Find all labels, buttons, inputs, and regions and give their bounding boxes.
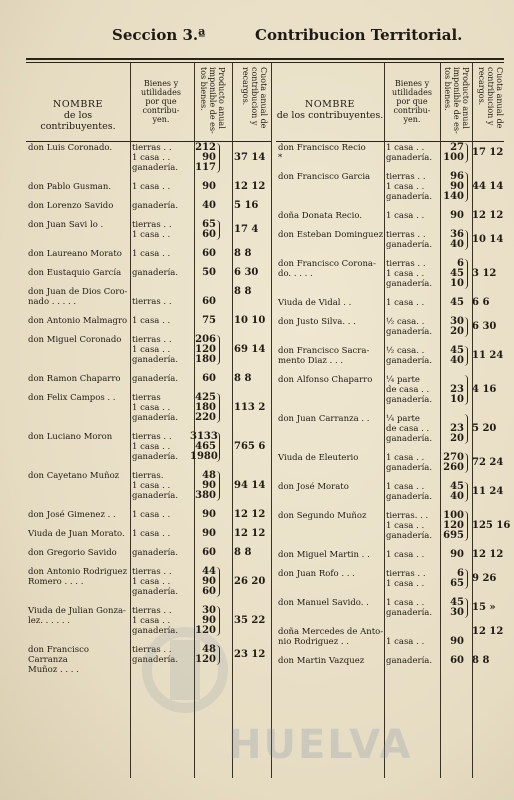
table-row: [276, 298, 504, 308]
table-row: [26, 220, 271, 240]
header-producto: Producto anual imponible de es- tos bienes.: [443, 67, 470, 134]
asset-type: 1 casa . .: [386, 598, 425, 608]
table-row: [26, 432, 271, 462]
asset-type: ganadería.: [386, 608, 433, 618]
annual-product: 1980: [190, 451, 218, 462]
annual-product: 120: [195, 344, 216, 355]
contributor-name: don Francisco Sacra- mento Diaz . . .: [278, 346, 370, 366]
contributor-name: don Juan Rofo . . .: [278, 569, 355, 579]
header-name-sub: de los contribuyentes.: [276, 110, 384, 121]
table-row: [26, 316, 271, 326]
contributor-name: don Juan de Dios Coro- nado . . . . .: [28, 287, 128, 307]
table-row: [276, 230, 504, 250]
grouping-brace: [464, 143, 468, 163]
table-row: [26, 510, 271, 520]
annual-product: 30: [450, 607, 464, 618]
annual-quota: 12 12: [234, 509, 266, 520]
contributor-name: don Francisco Corona- do. . . . .: [278, 259, 376, 279]
contributor-name: don Miguel Coronado: [28, 335, 122, 345]
table-row: [276, 317, 504, 337]
asset-type: ganadería.: [386, 240, 433, 250]
annual-quota: 8 8: [472, 655, 490, 666]
contributor-name: don Luis Coronado.: [28, 143, 113, 153]
annual-product: 120: [443, 520, 464, 531]
header-rule: [26, 58, 504, 60]
asset-type: ganadería.: [386, 492, 433, 502]
asset-type: tierras . .: [132, 432, 172, 442]
asset-type: 1 casa . .: [386, 298, 425, 308]
annual-product: 212: [195, 142, 216, 153]
annual-quota: 44 14: [472, 181, 504, 192]
annual-product: 60: [202, 547, 216, 558]
annual-product: 180: [195, 402, 216, 413]
table-row: [26, 143, 271, 173]
contributor-name: don Francisco Carranza Muñoz . . . .: [28, 645, 89, 675]
table-row: [26, 393, 271, 423]
annual-product: 60: [450, 655, 464, 666]
grouping-brace: [216, 606, 220, 636]
contributor-name: don Juan Carranza . .: [278, 414, 370, 424]
grouping-brace: [216, 432, 220, 462]
contributor-name: Viuda de Julian Gonza- lez. . . . . .: [28, 606, 126, 626]
annual-product: 90: [450, 549, 464, 560]
asset-type: 1 casa . .: [132, 529, 171, 539]
grouping-brace: [464, 569, 468, 589]
grouping-brace: [464, 375, 468, 405]
annual-product: 23: [450, 423, 464, 434]
asset-type: ganadería.: [386, 279, 433, 289]
table-row: [276, 259, 504, 289]
asset-type: 1 casa . .: [132, 316, 171, 326]
annual-quota: 23 12: [234, 649, 266, 660]
annual-product: 30: [202, 605, 216, 616]
contributor-name: don Eustaquio García: [28, 268, 122, 278]
annual-product: 45: [450, 345, 464, 356]
annual-product: 44: [202, 566, 216, 577]
table-row: [26, 249, 271, 259]
annual-product: 695: [443, 530, 464, 541]
annual-product: 3133: [190, 431, 218, 442]
annual-product: 60: [202, 229, 216, 240]
annual-product: 60: [202, 373, 216, 384]
header-bienes: Bienes y utilidades por que contribu- yen.: [141, 79, 181, 124]
annual-product: 120: [195, 654, 216, 665]
annual-product: 50: [202, 267, 216, 278]
table-row: [276, 510, 511, 541]
grouping-brace: [216, 645, 220, 665]
asset-type: 1 casa . .: [386, 143, 425, 153]
asset-type: tierras: [132, 393, 161, 403]
contributor-name: doña Donata Recio.: [278, 211, 363, 221]
contributor-name: doña Mercedes de Anto- nio Rodriguez . .: [278, 627, 384, 647]
annual-product: 90: [202, 528, 216, 539]
annual-quota: 8 8: [234, 547, 252, 558]
header-name-title: NOMBRE: [53, 99, 103, 110]
annual-quota: 10 14: [472, 234, 504, 245]
annual-product: 20: [450, 326, 464, 337]
asset-type: ganadería.: [132, 587, 179, 597]
annual-quota: 12 12: [472, 626, 504, 637]
grouping-brace: [464, 172, 468, 202]
contributor-name: Viuda de Juan Morato.: [28, 529, 125, 539]
table-row: [26, 567, 271, 597]
annual-product: 60: [202, 248, 216, 259]
annual-product: 65: [450, 578, 464, 589]
asset-type: tierras . .: [386, 172, 426, 182]
annual-quota: 5 20: [472, 423, 497, 434]
table-row: [276, 656, 504, 666]
annual-product: 48: [202, 470, 216, 481]
annual-product: 120: [195, 625, 216, 636]
grouping-brace: [464, 230, 468, 250]
annual-quota: 9 26: [472, 573, 497, 584]
annual-quota: 8 8: [234, 286, 252, 297]
grouping-brace: [464, 453, 468, 473]
annual-product: 23: [450, 384, 464, 395]
header-bienes: Bienes y utilidades por que contribu- yen.: [392, 79, 432, 124]
asset-type: 1 casa . .: [386, 482, 425, 492]
annual-product: 100: [443, 510, 464, 521]
asset-type: tierras . .: [132, 143, 172, 153]
annual-quota: 8 8: [234, 248, 252, 259]
table-row: [26, 529, 271, 539]
asset-type: tierras . .: [132, 335, 172, 345]
asset-type: ganadería.: [386, 463, 433, 473]
contributor-name: Viuda de Eleuterio: [278, 453, 359, 463]
contributor-name: don Francisco Recio *: [278, 143, 366, 163]
asset-type: ½ casa. .: [386, 317, 425, 327]
asset-type: 1 casa . .: [132, 345, 171, 355]
contributor-name: don Felix Campos . .: [28, 393, 116, 403]
asset-type: 1 casa . .: [386, 453, 425, 463]
asset-type: 1 casa . .: [132, 249, 171, 259]
annual-product: 6: [457, 258, 464, 269]
annual-product: 206: [195, 334, 216, 345]
asset-type: tierras . .: [386, 230, 426, 240]
annual-quota: 3 12: [472, 268, 497, 279]
grouping-brace: [216, 220, 220, 240]
contributor-name: don Alfonso Chaparro: [278, 375, 373, 385]
asset-type: ganadería.: [386, 356, 433, 366]
grouping-brace: [464, 346, 468, 366]
asset-type: ganadería.: [386, 192, 433, 202]
annual-quota: 15 »: [472, 602, 496, 613]
asset-type: ganadería.: [132, 655, 179, 665]
header-name: [276, 99, 384, 121]
annual-quota: 8 8: [234, 373, 252, 384]
asset-type: 1 casa . .: [386, 637, 425, 647]
asset-type: ganadería.: [132, 201, 179, 211]
watermark-text: HUELVA: [228, 722, 413, 768]
asset-type: tierras.: [132, 471, 164, 481]
annual-product: 10: [450, 394, 464, 405]
grouping-brace: [464, 259, 468, 289]
grouping-brace: [464, 511, 468, 541]
asset-type: ¼ parte: [386, 414, 420, 424]
asset-type: 1 casa . .: [132, 510, 171, 520]
annual-quota: 12 12: [234, 181, 266, 192]
asset-type: ganadería.: [386, 327, 433, 337]
asset-type: ganadería.: [132, 491, 179, 501]
annual-product: 45: [450, 597, 464, 608]
contributor-name: Viuda de Vidal . .: [278, 298, 352, 308]
table-row: [26, 182, 271, 192]
grouping-brace: [216, 471, 220, 501]
asset-type: ganadería.: [386, 531, 433, 541]
annual-product: 10: [450, 278, 464, 289]
table-row: [276, 598, 504, 618]
annual-product: 180: [195, 354, 216, 365]
annual-product: 90: [202, 615, 216, 626]
asset-type: ½ casa. .: [386, 346, 425, 356]
asset-type: 1 casa . .: [386, 269, 425, 279]
asset-type: ganadería.: [132, 452, 179, 462]
column-divider: [271, 63, 272, 778]
contributor-name: don Pablo Gusman.: [28, 182, 112, 192]
annual-quota: 11 24: [472, 350, 504, 361]
contributor-name: don Lorenzo Savido: [28, 201, 114, 211]
table-row: [26, 335, 271, 365]
page-header: [0, 26, 514, 50]
table-row: [276, 211, 504, 221]
asset-type: tierras. . .: [386, 511, 429, 521]
contributor-name: don Francisco Garcia: [278, 172, 371, 182]
header-name-sub: de los contribuyentes.: [40, 110, 116, 132]
annual-product: 6: [457, 568, 464, 579]
header-name: [26, 99, 130, 132]
annual-product: 425: [195, 392, 216, 403]
annual-product: 36: [450, 229, 464, 240]
contributor-name: don Juan Savi lo .: [28, 220, 104, 230]
annual-product: 90: [450, 210, 464, 221]
annual-product: 140: [443, 191, 464, 202]
table-row: [26, 606, 271, 636]
contributor-name: don Antonio Rodriguez Romero . . . .: [28, 567, 128, 587]
asset-type: tierras . .: [132, 567, 172, 577]
asset-type: 1 casa . .: [132, 577, 171, 587]
header-producto: Producto anual imponible de es- tos bienes.: [199, 67, 226, 134]
asset-type: 1 casa . .: [386, 521, 425, 531]
contributor-name: don Luciano Moron: [28, 432, 113, 442]
asset-type: ¼ parte: [386, 375, 420, 385]
annual-product: 45: [450, 297, 464, 308]
annual-quota: 26 20: [234, 576, 266, 587]
annual-product: 40: [450, 355, 464, 366]
asset-type: ganadería.: [132, 413, 179, 423]
asset-type: tierras . .: [132, 645, 172, 655]
asset-type: 1 casa . .: [132, 481, 171, 491]
annual-product: 60: [202, 296, 216, 307]
annual-quota: 17 12: [472, 147, 504, 158]
annual-quota: 125 16: [472, 520, 511, 531]
contributor-name: don Manuel Savido. .: [278, 598, 369, 608]
table-row: [276, 375, 504, 405]
contributor-name: don Cayetano Muñoz: [28, 471, 120, 481]
table-row: [276, 453, 504, 473]
annual-product: 48: [202, 644, 216, 655]
annual-quota: 72 24: [472, 457, 504, 468]
annual-product: 60: [202, 586, 216, 597]
header-cuota: Cuota anual de contribucion y recargos.: [477, 67, 504, 129]
annual-product: 40: [450, 239, 464, 250]
annual-product: 40: [450, 491, 464, 502]
annual-product: 30: [450, 316, 464, 327]
annual-quota: 12 12: [472, 210, 504, 221]
asset-type: tierras . .: [132, 297, 172, 307]
asset-type: ganadería.: [132, 355, 179, 365]
asset-type: 1 casa . .: [132, 153, 171, 163]
annual-quota: 11 24: [472, 486, 504, 497]
table-row: [26, 287, 271, 307]
annual-quota: 5 16: [234, 200, 259, 211]
annual-quota: 113 2: [234, 402, 266, 413]
grouping-brace: [464, 482, 468, 502]
annual-quota: 6 30: [472, 321, 497, 332]
table-row: [26, 644, 271, 675]
table-row: [276, 346, 504, 366]
table-row: [26, 471, 271, 501]
table-header: [26, 63, 271, 142]
asset-type: ganadería.: [132, 268, 179, 278]
asset-type: 1 casa . .: [132, 403, 171, 413]
annual-product: 90: [450, 181, 464, 192]
annual-product: 90: [450, 636, 464, 647]
annual-quota: 35 22: [234, 615, 266, 626]
annual-product: 380: [195, 490, 216, 501]
annual-product: 270: [443, 452, 464, 463]
contributor-name: don Laureano Morato: [28, 249, 122, 259]
annual-product: 90: [202, 152, 216, 163]
contributor-name: don José Gimenez . .: [28, 510, 116, 520]
asset-type: 1 casa . .: [386, 211, 425, 221]
annual-product: 45: [450, 481, 464, 492]
annual-product: 27: [450, 142, 464, 153]
table-row: [26, 374, 271, 384]
annual-product: 75: [202, 315, 216, 326]
annual-quota: 765 6: [234, 441, 266, 452]
asset-type: de casa . .: [386, 424, 430, 434]
annual-product: 90: [202, 480, 216, 491]
table-row: [26, 201, 271, 211]
asset-type: ganadería.: [386, 434, 433, 444]
annual-product: 117: [195, 162, 216, 173]
contributor-name: don Miguel Martin . .: [278, 550, 370, 560]
contributor-name: don Gregorio Savido: [28, 548, 117, 558]
right-table: [276, 63, 511, 778]
annual-quota: 12 12: [472, 549, 504, 560]
table-row: [276, 569, 504, 589]
annual-product: 90: [202, 576, 216, 587]
annual-quota: 94 14: [234, 480, 266, 491]
annual-product: 45: [450, 268, 464, 279]
annual-product: 40: [202, 200, 216, 211]
grouping-brace: [216, 335, 220, 365]
asset-type: tierras . .: [132, 606, 172, 616]
asset-type: tierras . .: [386, 259, 426, 269]
left-table: [26, 63, 271, 778]
table-row: [26, 548, 271, 558]
asset-type: ganadería.: [132, 548, 179, 558]
contributor-name: don Esteban Dominguez: [278, 230, 384, 240]
asset-type: ganadería.: [132, 626, 179, 636]
grouping-brace: [464, 317, 468, 337]
asset-type: tierras . .: [132, 220, 172, 230]
annual-product: 65: [202, 219, 216, 230]
table-row: [276, 482, 504, 502]
grouping-brace: [216, 567, 220, 597]
asset-type: 1 casa . .: [386, 182, 425, 192]
document-title: Contribucion Territorial.: [255, 26, 463, 44]
table-row: [276, 550, 504, 560]
annual-product: 90: [202, 181, 216, 192]
contributor-name: don Justo Silva. . .: [278, 317, 356, 327]
table-row: [276, 414, 504, 444]
asset-type: de casa . .: [386, 385, 430, 395]
contributor-name: don Ramon Chaparro: [28, 374, 121, 384]
annual-product: 260: [443, 462, 464, 473]
header-cuota: Cuota anual de contribucion y recargos.: [241, 67, 268, 129]
contributor-name: don Segundo Muñoz: [278, 511, 367, 521]
annual-product: 90: [202, 509, 216, 520]
asset-type: 1 casa . .: [386, 550, 425, 560]
table-row: [276, 627, 504, 647]
grouping-brace: [464, 598, 468, 618]
contributor-name: don Martin Vazquez: [278, 656, 365, 666]
header-name-title: NOMBRE: [305, 99, 355, 110]
asset-type: 1 casa . .: [132, 230, 171, 240]
asset-type: ganadería.: [132, 163, 179, 173]
annual-product: 465: [195, 441, 216, 452]
asset-type: 1 casa . .: [386, 579, 425, 589]
asset-type: ganadería.: [386, 153, 433, 163]
asset-type: 1 casa . .: [132, 182, 171, 192]
annual-product: 96: [450, 171, 464, 182]
annual-quota: 6 6: [472, 297, 490, 308]
annual-quota: 10 10: [234, 315, 266, 326]
annual-quota: 12 12: [234, 528, 266, 539]
annual-quota: 4 16: [472, 384, 497, 395]
section-title: Seccion 3.ª: [112, 26, 206, 44]
annual-product: 100: [443, 152, 464, 163]
asset-type: ganadería.: [132, 374, 179, 384]
table-row: [26, 268, 271, 278]
contributor-name: don José Morato: [278, 482, 349, 492]
table-header: [276, 63, 504, 142]
annual-product: 20: [450, 433, 464, 444]
grouping-brace: [216, 143, 220, 173]
annual-quota: 69 14: [234, 344, 266, 355]
table-row: [276, 172, 504, 202]
annual-quota: 6 30: [234, 267, 259, 278]
asset-type: 1 casa . .: [132, 442, 171, 452]
annual-quota: 37 14: [234, 152, 266, 163]
annual-quota: 17 4: [234, 224, 259, 235]
grouping-brace: [464, 414, 468, 444]
asset-type: 1 casa . .: [132, 616, 171, 626]
contributor-name: don Antonio Malmagro: [28, 316, 128, 326]
asset-type: ganadería.: [386, 395, 433, 405]
asset-type: ganadería.: [386, 656, 433, 666]
table-row: [276, 143, 504, 163]
annual-product: 220: [195, 412, 216, 423]
grouping-brace: [216, 393, 220, 423]
asset-type: tierras . .: [386, 569, 426, 579]
